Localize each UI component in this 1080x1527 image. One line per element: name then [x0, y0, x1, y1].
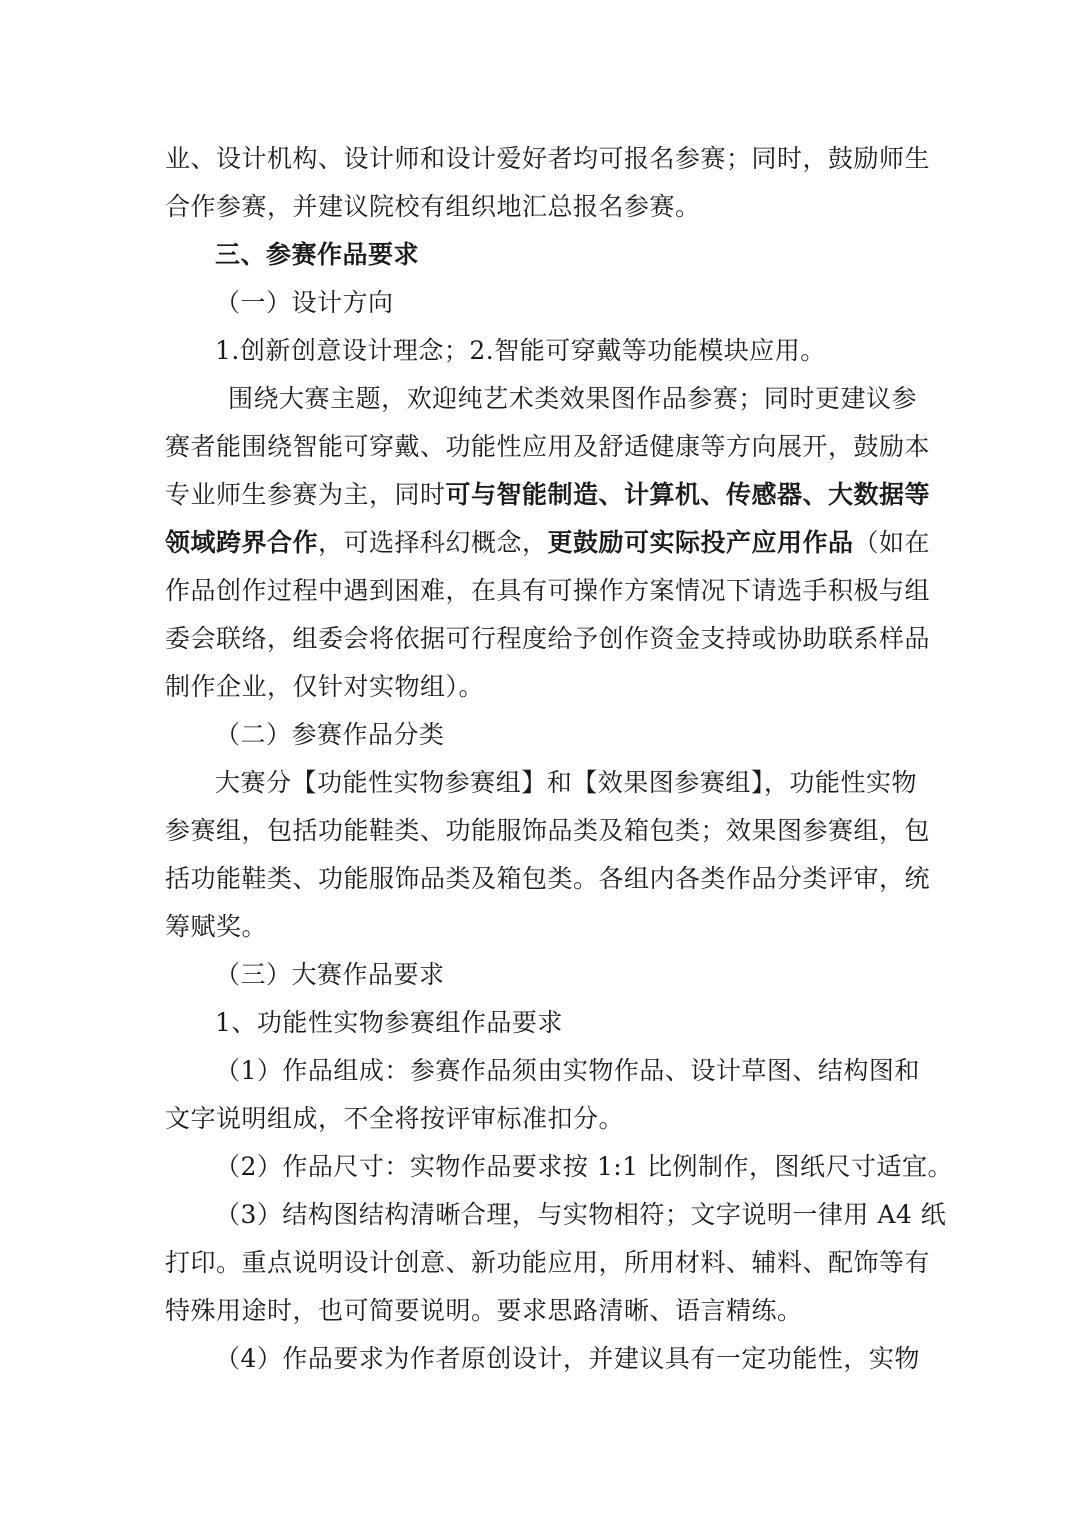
paragraph-line: 参赛组，包括功能鞋类、功能服饰品类及箱包类；效果图参赛组，包 [165, 816, 931, 845]
paragraph-line: 赛者能围绕智能可穿戴、功能性应用及舒适健康等方向展开，鼓励本 [165, 432, 931, 461]
paragraph-line: （1）作品组成：参赛作品须由实物作品、设计草图、结构图和 [215, 1056, 920, 1085]
text-segment: （如在 [853, 528, 931, 557]
paragraph-line-mixed [165, 478, 931, 512]
paragraph-line: 括功能鞋类、功能服饰品类及箱包类。各组内各类作品分类评审，统 [165, 864, 931, 893]
text-segment: ，可选择科幻概念， [318, 528, 548, 557]
paragraph-line-mixed [165, 526, 930, 560]
paragraph-line: 筹赋奖。 [165, 912, 268, 941]
paragraph-line: 业、设计机构、设计师和设计爱好者均可报名参赛；同时，鼓励师生 [165, 144, 931, 173]
subsection-heading: （二）参赛作品分类 [215, 720, 445, 749]
paragraph-line: 围绕大赛主题，欢迎纯艺术类效果图作品参赛；同时更建议参 [228, 384, 917, 413]
bold-text-segment: 更鼓励可实际投产应用作品 [547, 528, 854, 557]
bold-text-segment: 领域跨界合作 [165, 528, 319, 557]
paragraph-line: （4）作品要求为作者原创设计，并建议具有一定功能性，实物 [215, 1344, 920, 1373]
section-heading: 三、参赛作品要求 [215, 240, 420, 269]
paragraph-line: 特殊用途时，也可简要说明。要求思路清晰、语言精练。 [165, 1296, 803, 1325]
subsection-heading: （三）大赛作品要求 [215, 960, 445, 989]
paragraph-line: （2）作品尺寸：实物作品要求按 1:1 比例制作，图纸尺寸适宜。 [215, 1152, 954, 1181]
paragraph-line: 文字说明组成，不全将按评审标准扣分。 [165, 1104, 625, 1133]
paragraph-line: 制作企业，仅针对实物组）。 [165, 672, 485, 701]
paragraph-line: 1.创新创意设计理念；2.智能可穿戴等功能模块应用。 [215, 336, 826, 365]
paragraph-line: 打印。重点说明设计创意、新功能应用，所用材料、辅料、配饰等有 [165, 1248, 931, 1277]
paragraph-line: 1、功能性实物参赛组作品要求 [215, 1008, 563, 1037]
subsection-heading: （一）设计方向 [215, 288, 394, 317]
paragraph-line: 合作参赛，并建议院校有组织地汇总报名参赛。 [165, 192, 701, 221]
text-segment: 专业师生参赛为主，同时 [165, 480, 446, 509]
paragraph-line: 大赛分【功能性实物参赛组】和【效果图参赛组】，功能性实物 [215, 768, 917, 797]
paragraph-line: （3）结构图结构清晰合理，与实物相符；文字说明一律用 A4 纸 [215, 1200, 947, 1229]
bold-text-segment: 可与智能制造、计算机、传感器、大数据等 [445, 480, 931, 509]
paragraph-line: 作品创作过程中遇到困难，在具有可操作方案情况下请选手积极与组 [165, 576, 931, 605]
paragraph-line: 委会联络，组委会将依据可行程度给予创作资金支持或协助联系样品 [165, 624, 931, 653]
